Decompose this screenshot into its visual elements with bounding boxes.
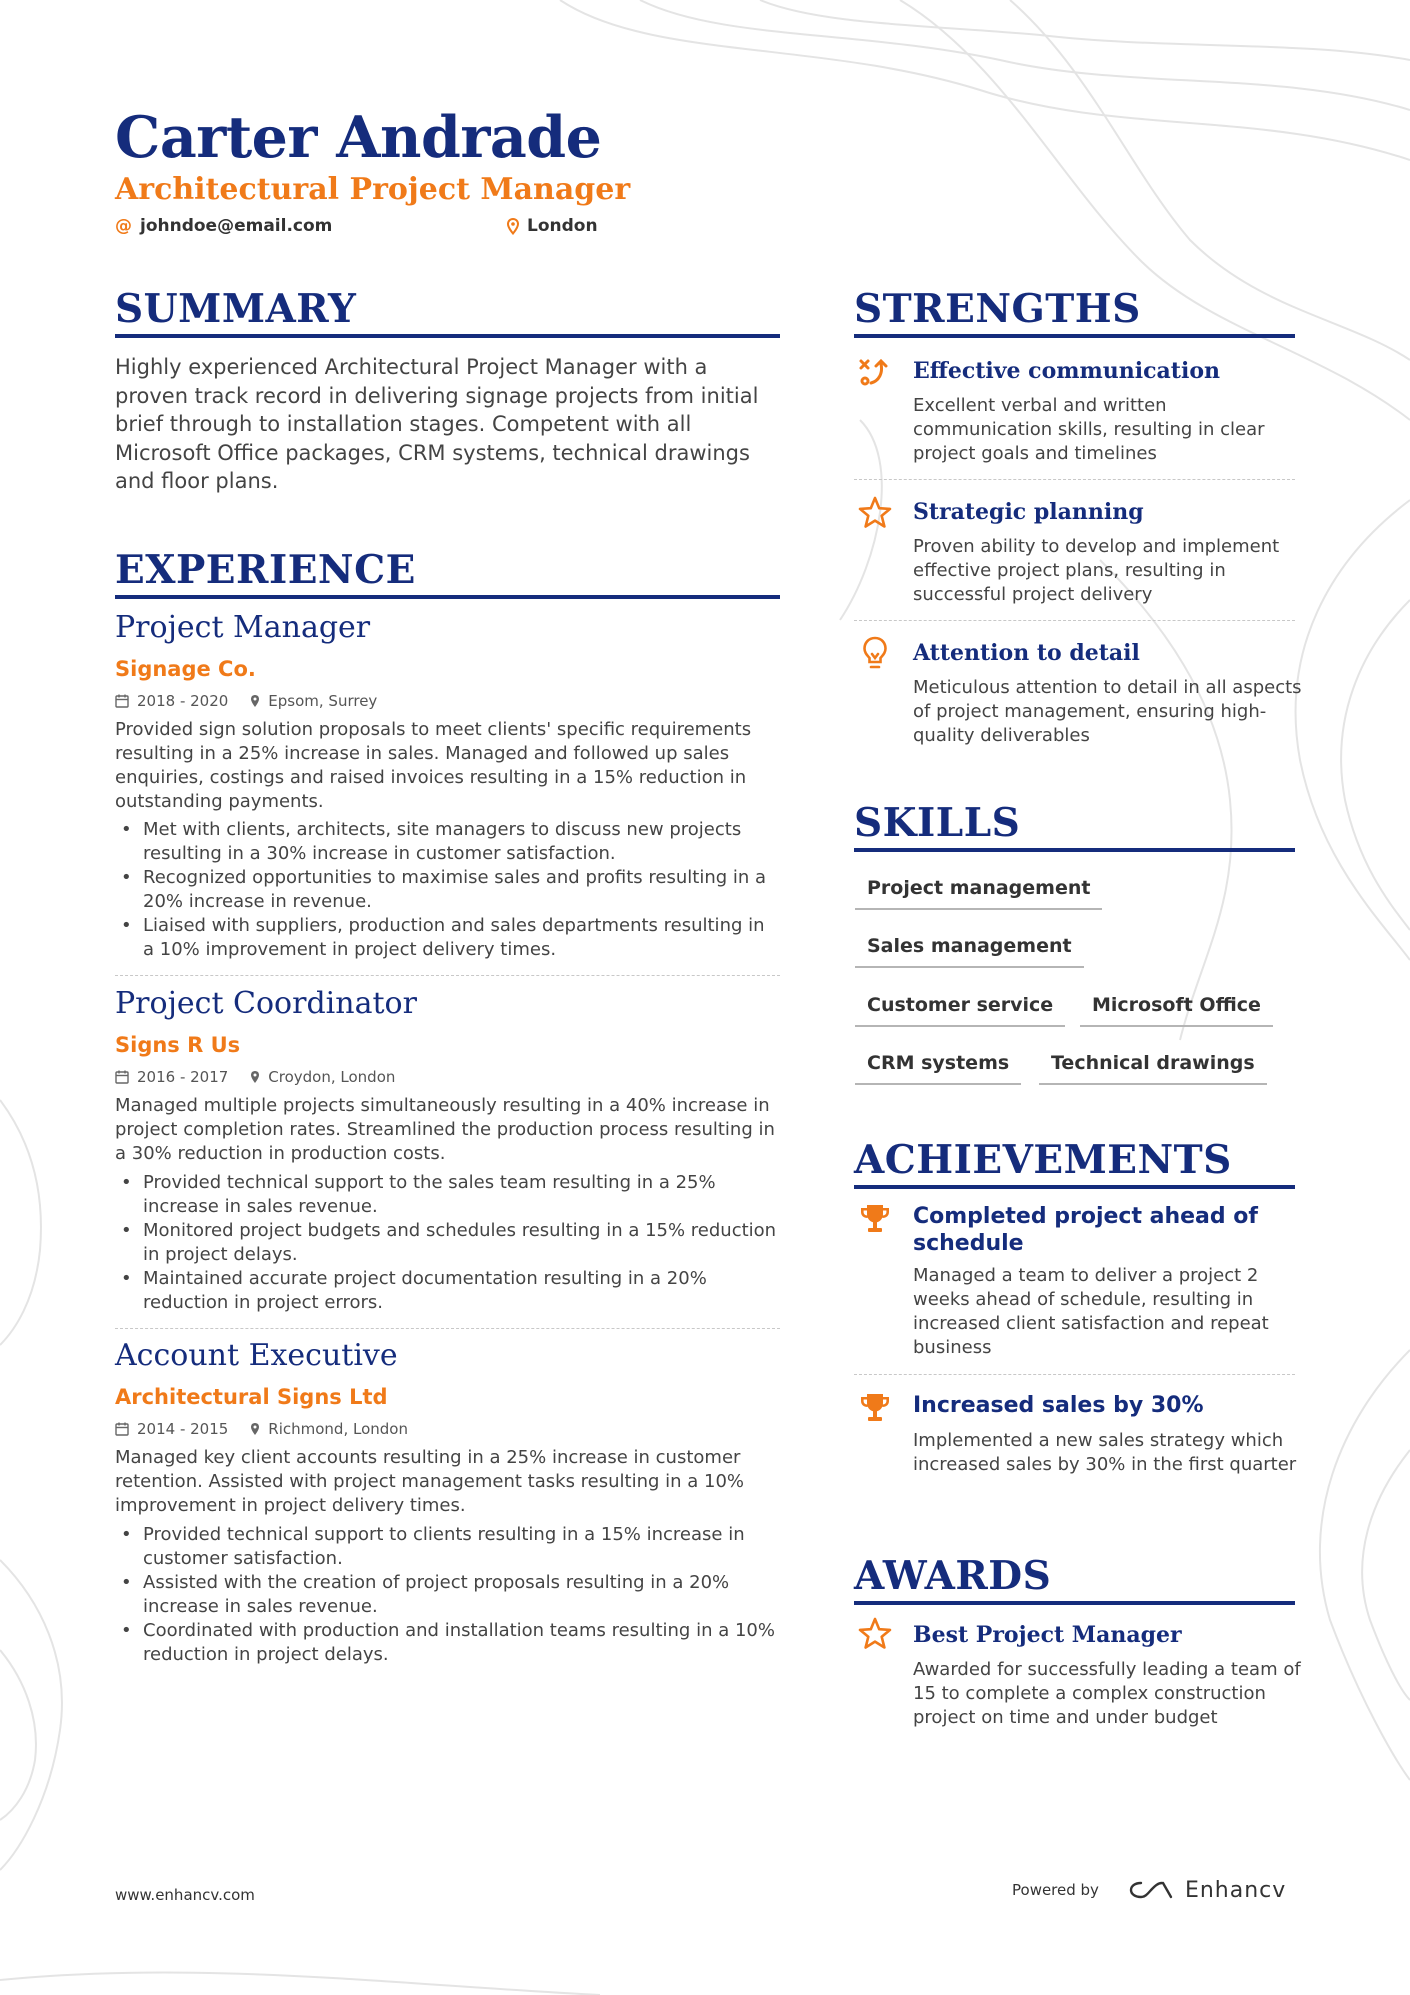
job-dates-text: 2016 - 2017 xyxy=(137,1068,229,1086)
job-bullet: • Recognized opportunities to maximise sales and profits resulting in a 20% increase in revenue. xyxy=(115,866,780,914)
location-pin-icon xyxy=(250,1070,260,1084)
job-divider xyxy=(115,1328,780,1329)
job-company: Signage Co. xyxy=(115,657,256,681)
awards-heading: AWARDS xyxy=(854,1553,1052,1599)
achievements-rule xyxy=(854,1185,1295,1189)
contact-location xyxy=(507,216,598,236)
location-pin-icon xyxy=(250,1422,260,1436)
powered-by-text: Powered by xyxy=(1012,1881,1099,1899)
job-bullet: • Assisted with the creation of project proposals resulting in a 20% increase in sales revenue. xyxy=(115,1571,780,1619)
awards-rule xyxy=(854,1601,1295,1605)
job-location-text: Richmond, London xyxy=(268,1420,408,1438)
skill-tag: Customer service xyxy=(855,994,1065,1027)
skill-tag: Microsoft Office xyxy=(1080,994,1273,1027)
job-company: Signs R Us xyxy=(115,1033,241,1057)
summary-text: Highly experienced Architectural Project Manager with a proven track record in delivering signage projects from initial brief through to installation stages. Competent with all Microsoft Office packages, CRM systems, technical drawings and floor plans. xyxy=(115,355,759,493)
achievements-heading: ACHIEVEMENTS xyxy=(854,1137,1232,1183)
calendar-icon xyxy=(115,694,129,708)
strength-title: Effective communication xyxy=(913,358,1220,384)
job-bullet: • Monitored project budgets and schedules resulting in a 15% reduction in project delays. xyxy=(115,1219,780,1267)
achievement-divider xyxy=(854,1374,1295,1375)
experience-heading: EXPERIENCE xyxy=(115,547,416,593)
location-pin-icon xyxy=(250,694,260,708)
skills-heading: SKILLS xyxy=(854,800,1021,846)
job-location-text: Croydon, London xyxy=(268,1068,396,1086)
strengths-rule xyxy=(854,334,1295,338)
summary-rule xyxy=(115,334,780,338)
email-text: johndoe@email.com xyxy=(140,216,333,236)
strengths-heading: STRENGTHS xyxy=(854,286,1141,332)
job-dates-text: 2018 - 2020 xyxy=(137,692,229,710)
trophy-icon xyxy=(857,1390,893,1426)
strength-description: Excellent verbal and written communication skills, resulting in clear project goals and timelines xyxy=(913,395,1265,464)
contact-email[interactable] xyxy=(115,216,332,236)
job-dates xyxy=(115,692,228,710)
job-bullet: • Provided technical support to the sales team resulting in a 25% increase in sales revenue. xyxy=(115,1171,780,1219)
job-location-text: Epsom, Surrey xyxy=(268,692,378,710)
job-description: Managed multiple projects simultaneously resulting in a 40% increase in project completion rates. Streamlined the production process resulting in a 30% reduction in production costs. xyxy=(115,1095,775,1164)
strength-title: Attention to detail xyxy=(913,640,1140,666)
skills-rule xyxy=(854,848,1295,852)
achievement-title: Increased sales by 30% xyxy=(913,1393,1204,1418)
location-text: London xyxy=(527,216,598,236)
strategy-icon xyxy=(857,355,893,391)
skill-tag: Sales management xyxy=(855,935,1084,968)
job-bullet: • Liaised with suppliers, production and sales departments resulting in a 10% improvement in project delivery times. xyxy=(115,914,780,962)
skill-tag: CRM systems xyxy=(855,1052,1021,1085)
job-description: Managed key client accounts resulting in a 25% increase in customer retention. Assisted with project management tasks resulting in a 10% improvement in project delivery times. xyxy=(115,1447,745,1516)
skill-tag: Project management xyxy=(855,877,1102,910)
achievement-description: Managed a team to deliver a project 2 weeks ahead of schedule, resulting in increased client satisfaction and repeat business xyxy=(913,1265,1269,1358)
candidate-name: Carter Andrade xyxy=(115,104,602,171)
star-icon xyxy=(857,1616,893,1652)
achievement-description: Implemented a new sales strategy which increased sales by 30% in the first quarter xyxy=(913,1430,1297,1475)
job-dates-text: 2014 - 2015 xyxy=(137,1420,229,1438)
award-description: Awarded for successfully leading a team of 15 to complete a complex construction project on time and under budget xyxy=(913,1659,1301,1728)
job-location xyxy=(250,692,377,710)
job-bullets xyxy=(115,1171,780,1315)
calendar-icon xyxy=(115,1070,129,1084)
summary-heading: SUMMARY xyxy=(115,286,357,332)
trophy-icon xyxy=(857,1201,893,1237)
strength-description: Proven ability to develop and implement effective project plans, resulting in successful project delivery xyxy=(913,536,1280,605)
job-divider xyxy=(115,975,780,976)
strength-divider xyxy=(854,479,1295,480)
job-meta xyxy=(115,1068,417,1086)
lightbulb-icon xyxy=(857,635,893,671)
strength-divider xyxy=(854,620,1295,621)
at-icon: @ xyxy=(115,216,132,236)
job-bullets xyxy=(115,1523,780,1667)
job-bullet: • Coordinated with production and installation teams resulting in a 10% reduction in project delays. xyxy=(115,1619,780,1667)
job-location xyxy=(250,1420,408,1438)
job-role: Project Manager xyxy=(115,610,371,645)
skill-tag: Technical drawings xyxy=(1039,1052,1267,1085)
achievement-title: Completed project ahead of schedule xyxy=(913,1204,1258,1256)
job-bullet: • Provided technical support to clients resulting in a 15% increase in customer satisfaction. xyxy=(115,1523,780,1571)
footer-website[interactable]: www.enhancv.com xyxy=(115,1886,255,1904)
footer-branding[interactable] xyxy=(1012,1877,1286,1903)
job-meta xyxy=(115,692,399,710)
job-dates xyxy=(115,1420,228,1438)
job-dates xyxy=(115,1068,228,1086)
location-pin-icon xyxy=(507,218,519,235)
strength-description: Meticulous attention to detail in all aspects of project management, ensuring high-quality deliverables xyxy=(913,677,1302,746)
strength-title: Strategic planning xyxy=(913,499,1144,525)
job-bullet: • Maintained accurate project documentation resulting in a 20% reduction in project errors. xyxy=(115,1267,780,1315)
job-bullets xyxy=(115,818,780,962)
job-company: Architectural Signs Ltd xyxy=(115,1385,388,1409)
award-title: Best Project Manager xyxy=(913,1622,1182,1648)
job-description: Provided sign solution proposals to meet clients' specific requirements resulting in a 25% increase in sales. Managed and followed up sales enquiries, costings and raised invoices resulting in a 15% reduction in outstanding payments. xyxy=(115,719,752,812)
job-bullet: • Met with clients, architects, site managers to discuss new projects resulting in a 30% increase in customer satisfaction. xyxy=(115,818,780,866)
enhancv-logo-icon xyxy=(1127,1877,1175,1903)
calendar-icon xyxy=(115,1422,129,1436)
job-role: Project Coordinator xyxy=(115,986,417,1021)
job-location xyxy=(250,1068,395,1086)
brand-name: Enhancv xyxy=(1184,1877,1287,1903)
star-icon xyxy=(857,495,893,531)
experience-rule xyxy=(115,595,780,599)
job-role: Account Executive xyxy=(115,1338,398,1373)
candidate-title: Architectural Project Manager xyxy=(115,172,631,207)
job-meta xyxy=(115,1420,430,1438)
